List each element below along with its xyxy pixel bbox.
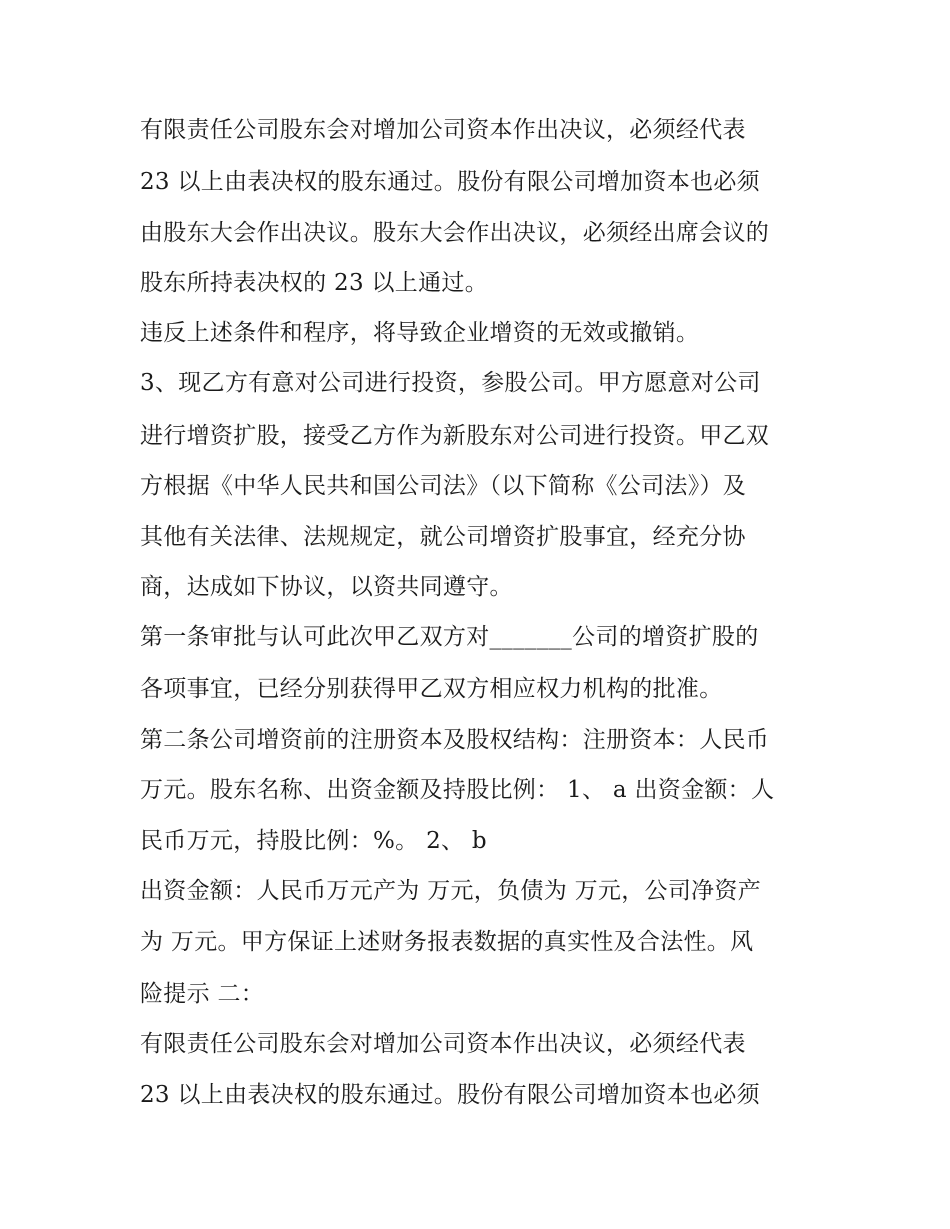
text-line: 第一条审批与认可此次甲乙双方对_______公司的增资扩股的	[140, 624, 759, 650]
text-line: 险提示 二：	[140, 981, 265, 1007]
text-line: 万元。股东名称、出资金额及持股比例： 1、 a 出资金额：人	[140, 777, 775, 803]
text-line: 为 万元。甲方保证上述财务报表数据的真实性及合法性。风	[140, 929, 754, 955]
text-line: 有限责任公司股东会对增加公司资本作出决议，必须经代表	[140, 1031, 746, 1057]
text-line: 方根据《中华人民共和国公司法》（以下简称《公司法》）及	[140, 473, 747, 499]
text-line: 23 以上由表决权的股东通过。股份有限公司增加资本也必须	[140, 169, 760, 195]
text-line: 进行增资扩股，接受乙方作为新股东对公司进行投资。甲乙双	[140, 423, 770, 449]
text-line: 违反上述条件和程序，将导致企业增资的无效或撤销。	[140, 320, 700, 346]
text-line: 民币万元，持股比例：%。 2、 b	[140, 828, 487, 854]
text-line: 各项事宜，已经分别获得甲乙双方相应权力机构的批准。	[140, 676, 723, 702]
text-line: 3、现乙方有意对公司进行投资，参股公司。甲方愿意对公司	[140, 370, 761, 396]
text-line: 由股东大会作出决议。股东大会作出决议，必须经出席会议的	[140, 220, 770, 246]
text-line: 商，达成如下协议，以资共同遵守。	[140, 574, 513, 600]
text-line: 有限责任公司股东会对增加公司资本作出决议，必须经代表	[140, 117, 746, 143]
text-line: 出资金额：人民币万元产为 万元，负债为 万元，公司净资产	[140, 878, 762, 904]
text-line: 其他有关法律、法规规定，就公司增资扩股事宜，经充分协	[140, 524, 746, 550]
text-line: 第二条公司增资前的注册资本及股权结构：注册资本：人民币	[140, 727, 770, 753]
text-line: 23 以上由表决权的股东通过。股份有限公司增加资本也必须	[140, 1082, 760, 1108]
text-line: 股东所持表决权的 23 以上通过。	[140, 270, 488, 296]
